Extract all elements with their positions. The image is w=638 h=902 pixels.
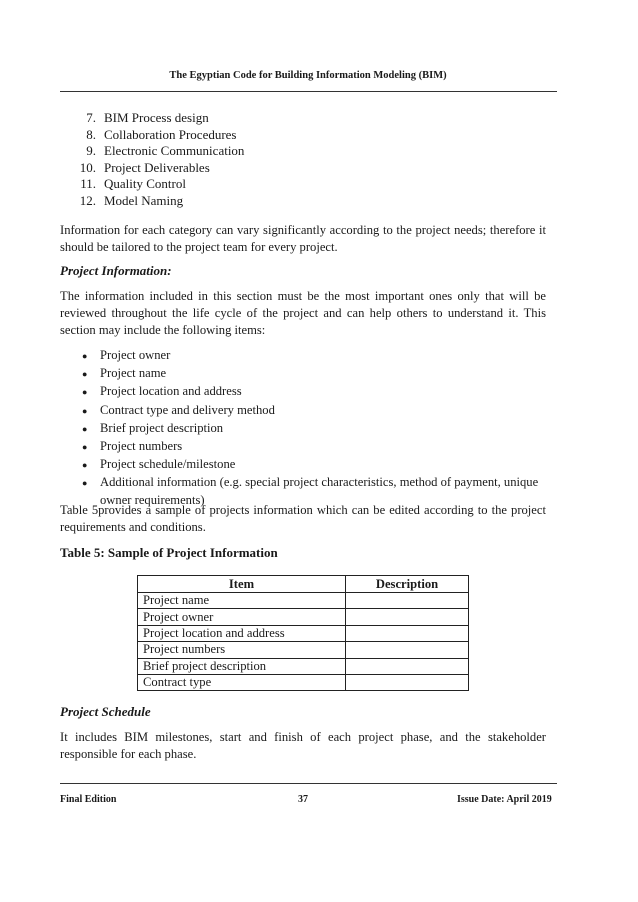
page-number: 37 xyxy=(298,794,308,805)
list-item-text: Model Naming xyxy=(104,192,184,208)
table-row xyxy=(138,658,469,674)
list-item-number: 11. xyxy=(80,176,96,191)
table-cell-description xyxy=(346,674,469,690)
list-item-number: 7. xyxy=(86,110,96,125)
table-row xyxy=(138,609,469,625)
table-cell-item: Brief project description xyxy=(138,658,346,674)
list-item xyxy=(82,365,548,383)
paragraph-table-reference: Table 5provides a sample of projects information which can be edited according to the project requirements and conditions. xyxy=(60,503,546,534)
section-heading-project-information: Project Information: xyxy=(60,263,172,278)
table-row xyxy=(138,625,469,641)
table-cell-description xyxy=(346,625,469,641)
column-header-description: Description xyxy=(346,576,469,593)
list-item xyxy=(82,383,548,401)
header-divider xyxy=(60,91,557,92)
bullet-icon: ● xyxy=(82,369,88,380)
bullet-text: Brief project description xyxy=(100,420,224,435)
bullet-icon: ● xyxy=(82,351,88,361)
paragraph-project-info-intro: The information included in this section must be the most important ones only that will be reviewed throughout the life cycle of the project and can help others to understand it. This section may include the following items: xyxy=(60,289,546,337)
bullet-text: Project numbers xyxy=(100,439,183,454)
list-item xyxy=(82,438,548,456)
table-cell-item: Project name xyxy=(138,593,346,609)
list-item xyxy=(76,127,244,144)
list-item-number: 8. xyxy=(86,126,96,142)
table-cell-item: Project location and address xyxy=(138,625,346,641)
bullet-text: Project schedule/milestone xyxy=(100,457,236,472)
footer-issue-date: Issue Date: April 2019 xyxy=(457,794,552,805)
table-cell-item: Contract type xyxy=(138,674,346,690)
list-item-text: BIM Process design xyxy=(104,110,209,125)
table-row xyxy=(138,674,469,690)
bullet-icon: ● xyxy=(82,442,88,453)
bullet-icon: ● xyxy=(82,423,88,434)
list-item xyxy=(82,456,548,474)
paragraph-category-info: Information for each category can vary significantly according to the project needs; therefore it should be tailored to the project team for every project. xyxy=(60,223,546,254)
paragraph-project-schedule: It includes BIM milestones, start and finish of each project phase, and the stakeholder responsible for each phase. xyxy=(60,730,546,761)
footer-edition: Final Edition xyxy=(60,794,117,805)
list-item-text: Electronic Communication xyxy=(104,143,245,158)
table-cell-description xyxy=(346,609,469,625)
bullet-text: Project owner xyxy=(100,348,171,362)
list-item xyxy=(76,160,244,177)
list-item-text: Quality Control xyxy=(104,176,186,191)
list-item xyxy=(76,193,244,210)
page-header-title: The Egyptian Code for Building Information Modeling (BIM) xyxy=(169,70,447,81)
table-cell-item: Project numbers xyxy=(138,642,346,658)
table-row xyxy=(138,593,469,609)
list-item xyxy=(82,420,548,438)
list-item xyxy=(82,347,548,365)
bullet-icon: ● xyxy=(82,460,88,471)
bullet-list xyxy=(82,347,548,509)
table-row xyxy=(138,642,469,658)
list-item-text: Project Deliverables xyxy=(104,159,210,175)
table-cell-description xyxy=(346,658,469,674)
column-header-item: Item xyxy=(138,576,346,593)
bullet-text: Contract type and delivery method xyxy=(100,402,275,417)
table-cell-description xyxy=(346,593,469,609)
numbered-list xyxy=(76,110,244,209)
list-item xyxy=(76,110,244,127)
bullet-icon: ● xyxy=(82,405,88,416)
table-cell-description xyxy=(346,642,469,658)
footer-divider xyxy=(60,783,557,784)
list-item-number: 9. xyxy=(86,143,96,158)
section-heading-project-schedule: Project Schedule xyxy=(60,704,151,719)
table-caption: Table 5: Sample of Project Information xyxy=(60,545,278,560)
bullet-icon: ● xyxy=(82,478,88,489)
list-item xyxy=(76,176,244,193)
bullet-text: Project location and address xyxy=(100,384,242,399)
list-item-text: Collaboration Procedures xyxy=(104,126,237,142)
list-item xyxy=(82,402,548,420)
bullet-text: Project name xyxy=(100,366,167,381)
list-item-number: 10. xyxy=(79,159,96,175)
bullet-icon: ● xyxy=(82,387,88,398)
table-cell-item: Project owner xyxy=(138,609,346,625)
table-header-row xyxy=(138,576,469,593)
project-information-table xyxy=(137,575,469,691)
bullet-text: Additional information (e.g. special project characteristics, method of payment, unique owner requirements) xyxy=(100,475,539,507)
list-item-number: 12. xyxy=(79,192,96,208)
list-item xyxy=(76,143,244,160)
